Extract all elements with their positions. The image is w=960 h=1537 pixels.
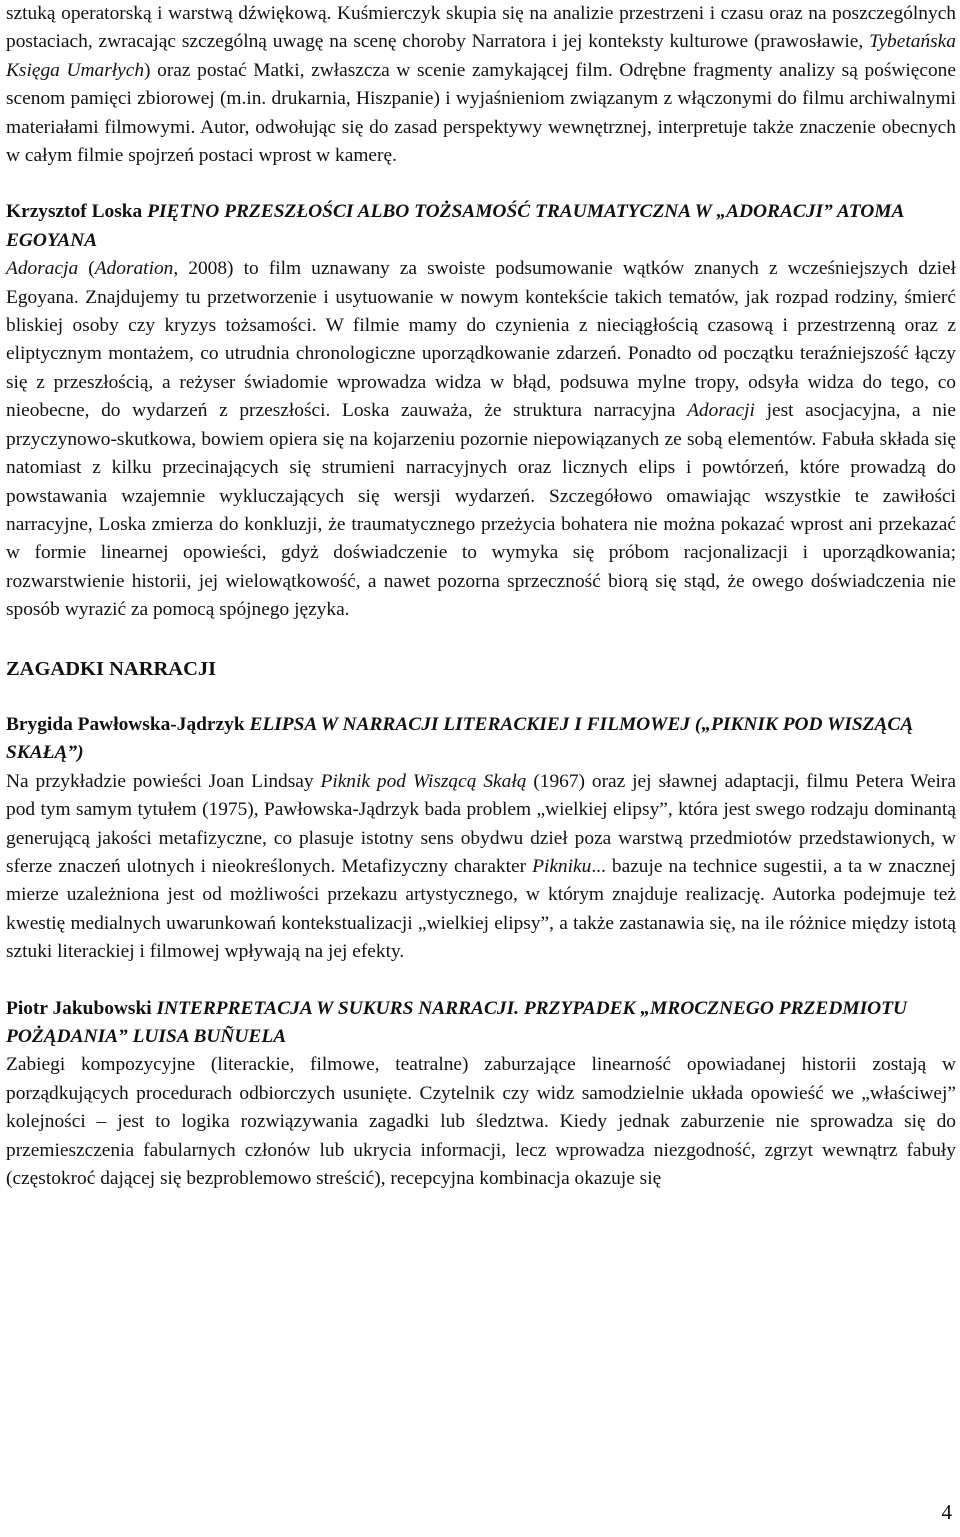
loska-italic-1: Adoracja [6,258,79,280]
pawlowska-italic-1: Piknik pod Wiszącą Skałą [320,770,527,792]
loska-title: PIĘTNO PRZESZŁOŚCI ALBO TOŻSAMOŚĆ TRAUMATYCZNA W „ADORACJI” ATOMA EGOYANA [6,201,904,251]
jakubowski-heading [6,995,956,1052]
intro-italic-title: Tybetańska Księga Umarłych [6,31,956,81]
loska-paragraph [6,255,956,624]
loska-text-1: ( [78,258,95,280]
loska-heading [6,198,956,255]
pawlowska-heading [6,711,956,768]
section-heading: ZAGADKI NARRACJI [6,657,217,680]
jakubowski-title: INTERPRETACJA W SUKURS NARRACJI. PRZYPADEK „MROCZNEGO PRZEDMIOTU POŻĄDANIA” LUISA BUÑUELA [6,997,907,1047]
pawlowska-text-1: Na przykładzie powieści Joan Lindsay [6,770,321,792]
pawlowska-italic-2: Pikniku [532,855,592,877]
intro-text-2: ) oraz postać Matki, zwłaszcza w scenie zamykającej film. Odrębne fragmenty analizy są poświęcone scenom pamięci zbiorowej (m.in. drukarnia, Hiszpanie) i wyjaśnieniom związanym z włączonymi do filmu archiwalnymi materiałami filmowymi. Autor, odwołując się do zasad perspektywy wewnętrznej, interpretuje także znaczenie obecnych w całym filmie spojrzeń postaci wprost w kamerę. [6,59,956,167]
pawlowska-text-3: ... bazuje na technice sugestii, a ta w znacznej mierze uzależniona jest od możliwości przekazu artystycznego, w którym znajduje realizację. Autorka podejmuje też kwestię medialnych uwarunkowań kontekstualizacji „wielkiej elipsy”, a także zastanawia się, na ile różnice między istotą sztuki literackiej i filmowej wpływają na jej efekty. [6,855,957,963]
loska-italic-3: Adoracji [687,400,755,422]
jakubowski-author: Piotr Jakubowski [6,997,152,1019]
loska-text-3: jest asocjacyjna, a nie przyczynowo-skutkowa, bowiem opiera się na kojarzeniu pozornie niepowiązanych ze sobą elementów. Fabuła składa się natomiast z kilku przecinających się strumieni narracyjnych oraz licznych elips i powtórzeń, które prowadzą do powstawania wzajemnie wykluczających się wersji wydarzeń. Szczegółowo omawiając wszystkie te zawiłości narracyjne, Loska zmierza do konkluzji, że traumatycznego przeżycia bohatera nie można pokazać wprost ani przekazać w formie linearnej opowieści, gdyż doświadczenie to wymyka się próbom racjonalizacji i uporządkowania; rozwarstwienie historii, jej wielowątkowość, a nawet pozorna sprzeczność biorą się stąd, że owego doświadczenia nie sposób wyrazić za pomocą spójnego języka. [6,400,956,621]
pawlowska-title: ELIPSA W NARRACJI LITERACKIEJ I FILMOWEJ („PIKNIK POD WISZĄCĄ SKAŁĄ”) [6,713,914,764]
intro-text-1: sztuką operatorską i warstwą dźwiękową. Kuśmierczyk skupia się na analizie przestrzeni i czasu oraz na poszczególnych postaciach, zwracając szczególną uwagę na scenę choroby Narratora i jej konteksty kulturowe (prawosławie, [6,3,956,53]
section-loska [6,198,956,624]
loska-author: Krzysztof Loska [6,201,143,223]
loska-text-2: , 2008) to film uznawany za swoiste podsumowanie wątków znanych z wcześniejszych dzieł Egoyana. Znajdujemy tu przetworzenie i usytuowanie w nowym kontekście takich tematów, jak rozpad rodziny, śmierć bliskiej osoby czy kryzys tożsamości. W filmie mamy do czynienia z nieciągłością czasową i przestrzenną oraz z eliptycznym montażem, co utrudnia chronologiczne uporządkowanie zdarzeń. Ponadto od początku teraźniejszość łączy się z przeszłością, a reżyser świadomie wprowadza widza w błąd, podsuwa mylne tropy, odsyła widza do tego, co nieobecne, do wydarzeń z przeszłości. Loska zauważa, że struktura narracyjna [6,258,956,422]
pawlowska-author: Brygida Pawłowska-Jądrzyk [6,713,245,735]
loska-italic-2: Adoration [94,258,174,280]
page-number: 4 [941,1500,952,1524]
pawlowska-text-2: (1967) oraz jej sławnej adaptacji, filmu Petera Weira pod tym samym tytułem (1975), Pawłowska-Jądrzyk bada problem „wielkiej elipsy”, która jest swego rodzaju dominantą generującą jakości metafizyczne, co plasuje istotny sens obydwu dzieł poza warstwą przedmiotów przedstawionych, w sferze znaczeń ulotnych i nieokreślonych. Metafizyczny charakter [6,770,957,877]
document-page [6,0,956,1193]
section-jakubowski [6,995,956,1194]
jakubowski-paragraph: Zabiegi kompozycyjne (literackie, filmowe, teatralne) zaburzające linearność opowiadanej historii zostają w porządkujących procedurach odbiorczych usunięte. Czytelnik czy widz samodzielnie układa opowieść we „właściwej” kolejności – jest to logika rozwiązywania zagadki lub śledztwa. Kiedy jednak zaburzenie nie sprowadza się do przemieszczenia fabularnych członów lub ukrycia informacji, lecz wprowadza niezgodność, zgrzyt wewnątrz fabuły (częstokroć dającej się bezproblemowo streścić), recepcyjna kombinacja okazuje się [6,1054,956,1190]
section-pawlowska [6,711,956,967]
intro-paragraph [6,0,956,170]
pawlowska-paragraph [6,768,956,967]
